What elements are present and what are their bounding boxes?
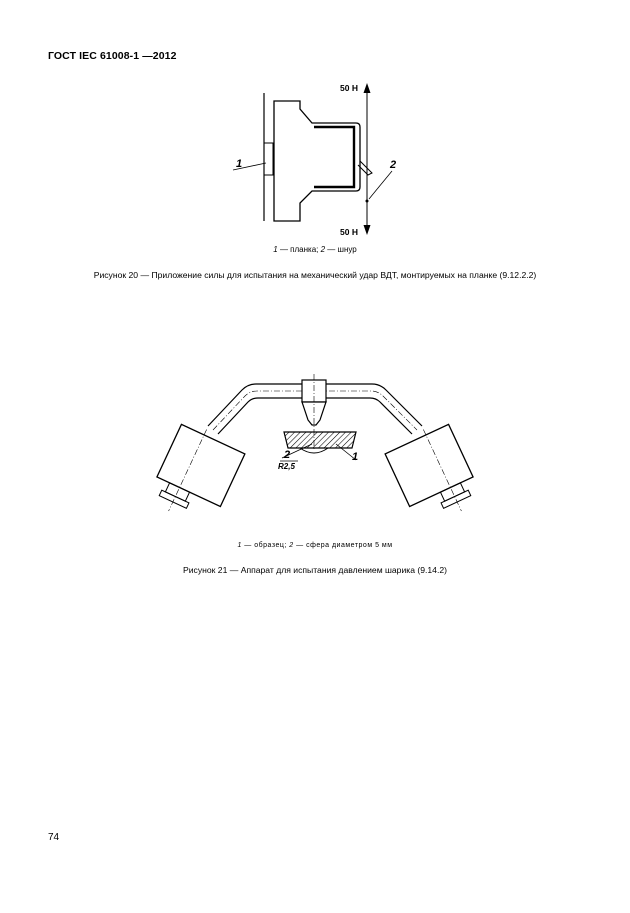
arrow-down-icon: [364, 225, 371, 235]
right-weight: [383, 419, 484, 520]
marker-1-label: 1: [352, 451, 359, 463]
figure-20-legend: 1 — планка; 2 — шнур: [273, 245, 357, 254]
rail-clip: [264, 143, 273, 175]
specimen: [284, 432, 356, 448]
figure-21-drawing: [0, 370, 630, 520]
figure-21-legend: 1 — образец; 2 — сфера диаметром 5 мм: [237, 542, 393, 549]
marker-2-label: 2: [390, 159, 397, 171]
force-bottom-label: 50 Н: [340, 227, 358, 237]
figure-20-caption: Рисунок 20 — Приложение силы для испытания на механический удар ВДТ, монтируемых на планке (9.12.2.2): [93, 270, 537, 280]
leader-2: [369, 171, 392, 199]
figure-20-drawing: [0, 75, 630, 245]
left-weight: [146, 419, 247, 520]
device-body-inner: [314, 127, 354, 187]
radius-label: R2,5: [278, 462, 295, 471]
document-header: ГОСТ IEC 61008-1 —2012: [48, 50, 177, 62]
page-number: 74: [48, 832, 60, 843]
marker-1-label: 1: [236, 158, 243, 170]
marker-2-label: 2: [284, 449, 291, 461]
figure-21-caption: Рисунок 21 — Аппарат для испытания давлением шарика (9.14.2): [182, 565, 447, 575]
device-body: [274, 101, 360, 221]
arrow-up-icon: [364, 83, 371, 93]
cord-end: [366, 200, 369, 203]
force-top-label: 50 Н: [340, 83, 358, 93]
